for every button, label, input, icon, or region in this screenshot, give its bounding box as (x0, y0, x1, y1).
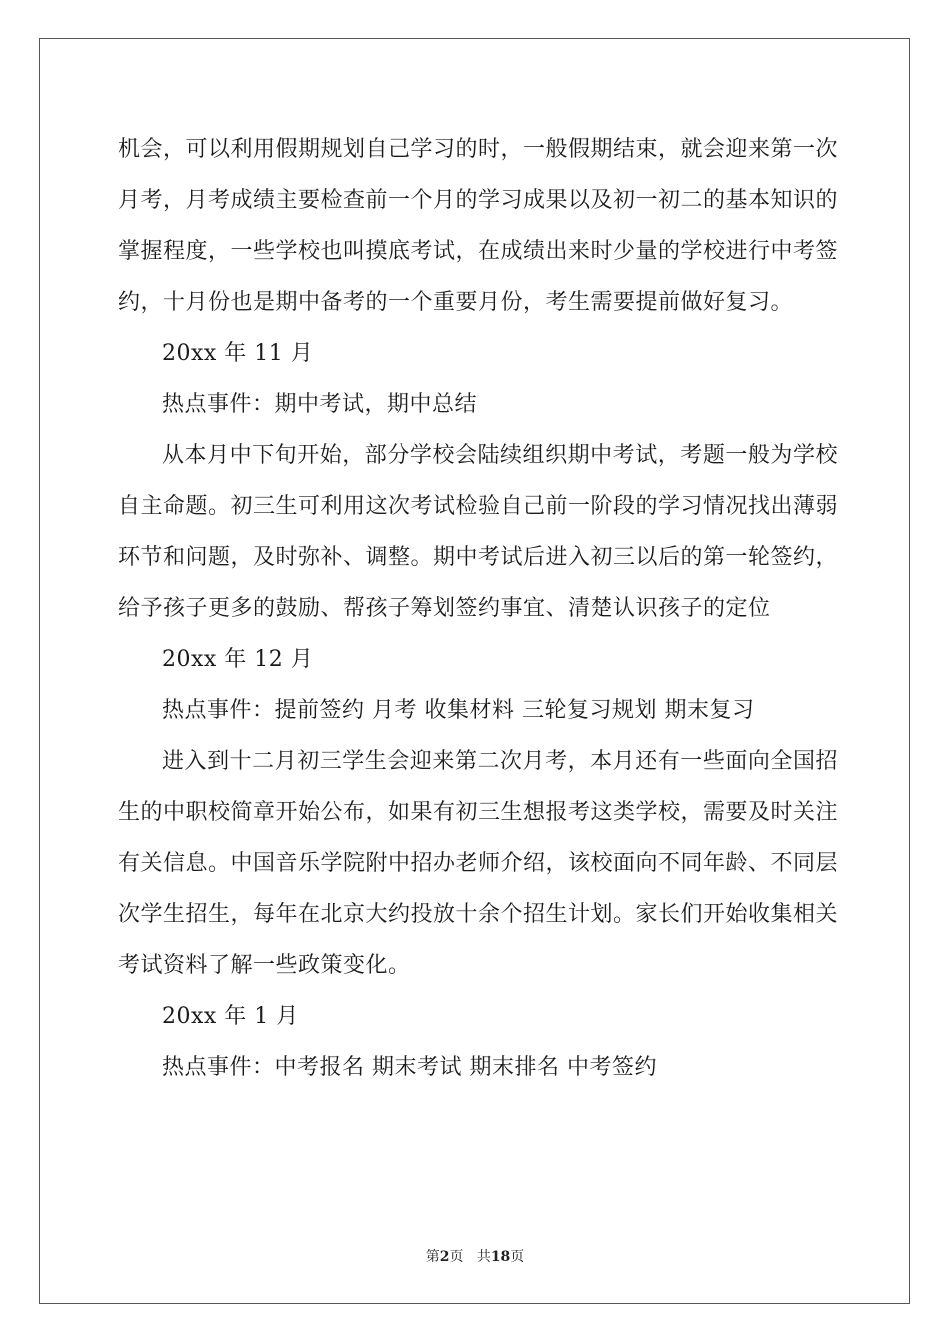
document-body (118, 124, 838, 1093)
month-heading: 20xx 年 12 月 (162, 647, 314, 672)
page-label-prefix: 第 (425, 1249, 440, 1265)
total-label-prefix: 共 (476, 1249, 491, 1265)
paragraph: 进入到十二月初三学生会迎来第二次月考，本月还有一些面向全国招生的中职校简章开始公布，如果有初三生想报考这类学校，需要及时关注有关信息。中国音乐学院附中招办老师介绍，该校面向不同年龄、不同层次学生招生，每年在北京大约投放十余个招生计划。家长们开始收集相关考试资料了解一些政策变化。 (118, 749, 839, 978)
page-label-suffix: 页 (449, 1249, 464, 1265)
hot-events-line: 热点事件：提前签约 月考 收集材料 三轮复习规划 期末复习 (162, 698, 755, 723)
hot-events-line: 热点事件：中考报名 期末考试 期末排名 中考签约 (162, 1055, 657, 1080)
page-footer (0, 1246, 950, 1266)
paragraph: 从本月中下旬开始，部分学校会陆续组织期中考试，考题一般为学校自主命题。初三生可利用这次考试检验自己前一阶段的学习情况找出薄弱环节和问题，及时弥补、调整。期中考试后进入初三以后的第一轮签约，给予孩子更多的鼓励、帮孩子筹划签约事宜、清楚认识孩子的定位 (118, 443, 839, 621)
total-pages: 18 (490, 1249, 511, 1265)
month-heading: 20xx 年 11 月 (162, 341, 314, 366)
month-heading: 20xx 年 1 月 (162, 1004, 299, 1029)
hot-events-line: 热点事件：期中考试，期中总结 (162, 392, 478, 417)
paragraph: 机会，可以利用假期规划自己学习的时，一般假期结束，就会迎来第一次月考，月考成绩主要检查前一个月的学习成果以及初一初二的基本知识的掌握程度，一些学校也叫摸底考试，在成绩出来时少量的学校进行中考签约，十月份也是期中备考的一个重要月份，考生需要提前做好复习。 (118, 137, 839, 315)
total-label-suffix: 页 (510, 1249, 525, 1265)
page-number: 2 (439, 1249, 450, 1265)
